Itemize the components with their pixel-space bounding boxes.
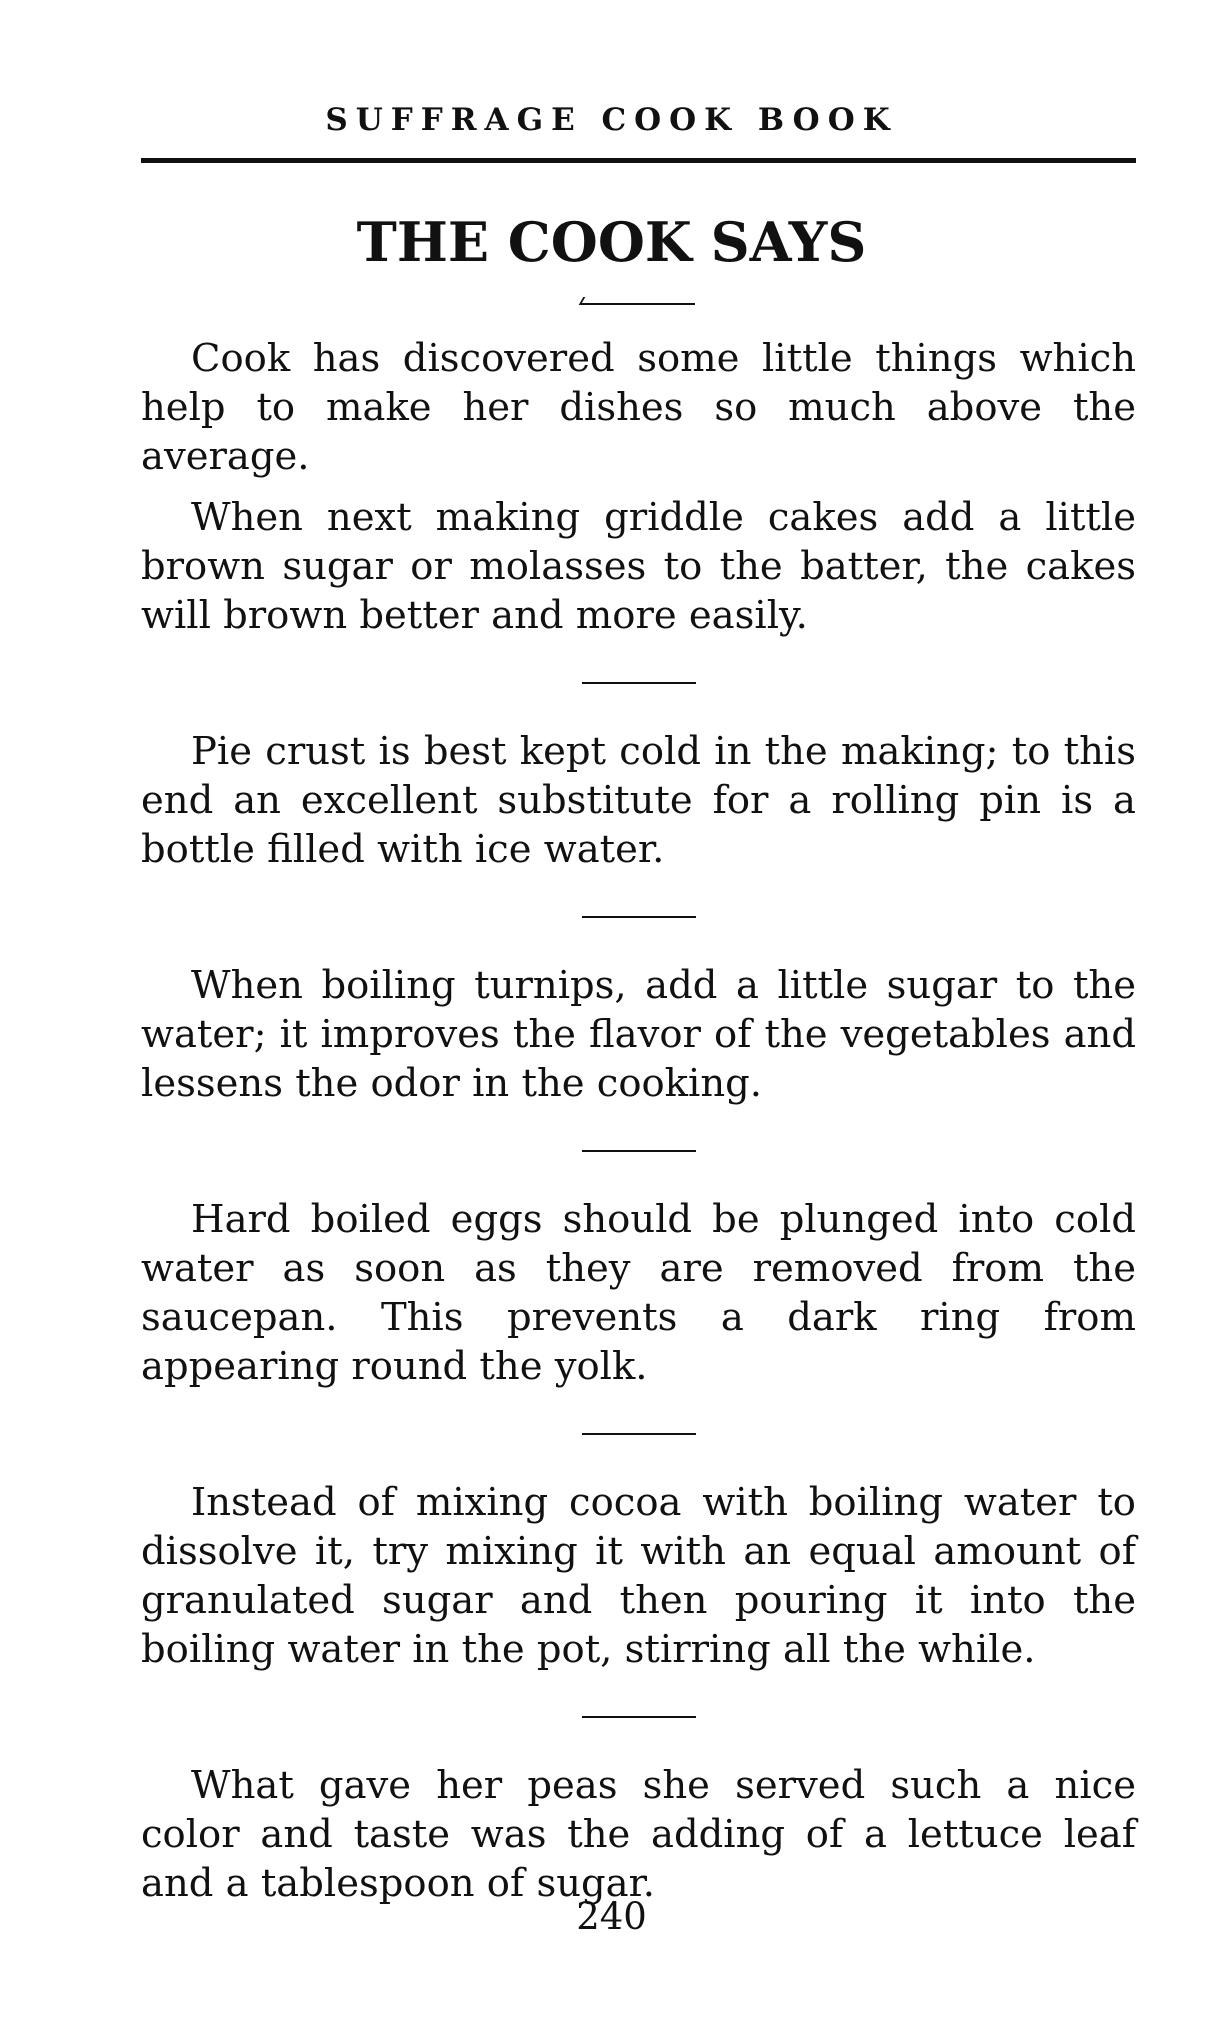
section-divider	[582, 1716, 696, 1718]
section-divider	[582, 1150, 696, 1152]
page-title: THE COOK SAYS	[356, 210, 867, 274]
body-text	[141, 334, 1136, 1908]
page-number: 240	[576, 1895, 647, 1938]
section-divider	[582, 682, 696, 684]
paragraph-peas: What gave her peas she served such a nice color and taste was the adding of a lettuce leaf and a tablespoon of sugar.	[141, 1763, 1136, 1906]
paragraph-griddle-cakes: When next making griddle cakes add a little brown sugar or molasses to the batter, the cakes will brown better and more easily.	[141, 495, 1136, 638]
header-rule	[141, 158, 1136, 163]
paragraph-pie-crust: Pie crust is best kept cold in the making; to this end an excellent substitute for a rolling pin is a bottle filled with ice water.	[141, 729, 1136, 872]
paragraph-intro: Cook has discovered some little things which help to make her dishes so much above the average.	[141, 336, 1136, 479]
running-head: SUFFRAGE COOK BOOK	[325, 102, 898, 138]
paragraph-spacer	[141, 481, 1136, 493]
paragraph-eggs: Hard boiled eggs should be plunged into cold water as soon as they are removed from the saucepan. This prevents a dark ring from appearing round the yolk.	[141, 1197, 1136, 1389]
title-divider	[581, 303, 695, 305]
paragraph-turnips: When boiling turnips, add a little sugar to the water; it improves the flavor of the vegetables and lessens the odor in the cooking.	[141, 963, 1136, 1106]
section-divider	[582, 916, 696, 918]
paragraph-cocoa: Instead of mixing cocoa with boiling water to dissolve it, try mixing it with an equal amount of granulated sugar and then pouring it into the boiling water in the pot, stirring all the while.	[141, 1480, 1136, 1672]
section-divider	[582, 1433, 696, 1435]
